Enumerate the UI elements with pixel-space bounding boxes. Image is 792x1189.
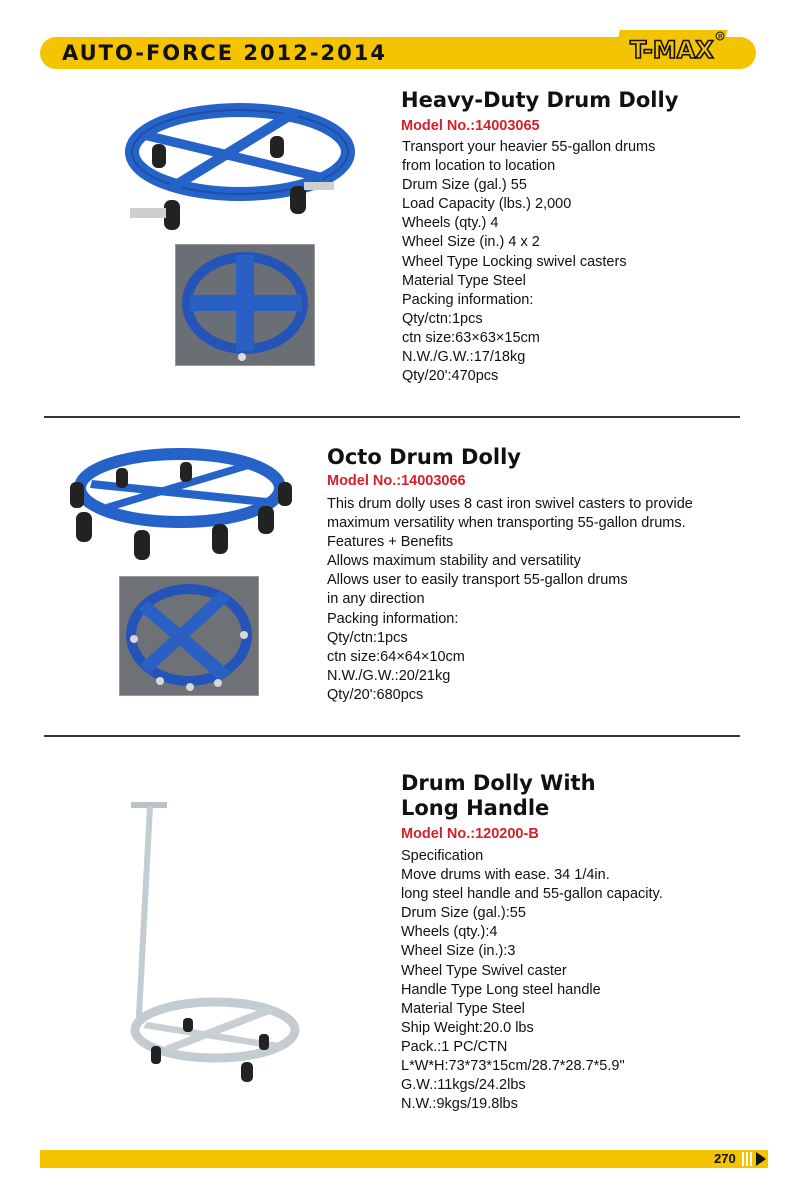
- product-3-model: Model No.:120200-B: [401, 826, 539, 842]
- spec-line: Material Type Steel: [401, 1000, 525, 1017]
- spec-line: Ship Weight:20.0 lbs: [401, 1019, 534, 1036]
- spec-line: ctn size:64×64×10cm: [327, 648, 465, 665]
- spec-line: Move drums with ease. 34 1/4in.: [401, 867, 610, 884]
- spec-line: Features + Benefits: [327, 534, 454, 551]
- product-1-specs: [402, 138, 655, 386]
- product-2-specs: [327, 495, 693, 705]
- spec-line: L*W*H:73*73*15cm/28.7*28.7*5.9": [401, 1058, 625, 1075]
- spec-line: Wheels (qty.) 4: [402, 215, 499, 232]
- spec-line: Pack.:1 PC/CTN: [401, 1038, 508, 1055]
- catalog-title: AUTO-FORCE 2012-2014: [62, 41, 387, 65]
- product-1-model: Model No.:14003065: [401, 118, 540, 134]
- spec-line: Wheels (qty.):4: [401, 924, 498, 941]
- product-1-title: Heavy-Duty Drum Dolly: [401, 88, 679, 112]
- spec-line: Drum Size (gal.):55: [401, 905, 526, 922]
- spec-line: Transport your heavier 55-gallon drums: [402, 139, 656, 155]
- spec-line: Handle Type Long steel handle: [401, 981, 601, 998]
- spec-line: Allows user to easily transport 55-gallon drums: [327, 572, 628, 589]
- page-arrow-icon: [742, 1150, 768, 1168]
- page-number: 270: [714, 1151, 736, 1166]
- product-1-photo-main: [112, 92, 362, 242]
- spec-line: Wheel Type Swivel caster: [401, 962, 567, 979]
- spec-line: Drum Size (gal.) 55: [402, 177, 527, 194]
- spec-line: N.W./G.W.:20/21kg: [327, 667, 451, 684]
- spec-line: N.W./G.W.:17/18kg: [402, 349, 526, 366]
- product-1-photo-detail: [175, 244, 315, 366]
- brand-logo: [612, 24, 728, 70]
- spec-line: maximum versatility when transporting 55-gallon drums.: [327, 515, 686, 532]
- spec-line: ctn size:63×63×15cm: [402, 329, 540, 346]
- spec-line: Qty/20':470pcs: [402, 368, 499, 385]
- spec-line: Wheel Size (in.) 4 x 2: [402, 234, 540, 251]
- product-2-photo-main: [62, 440, 300, 562]
- spec-line: Specification: [401, 848, 484, 864]
- product-2-title: Octo Drum Dolly: [327, 445, 521, 469]
- spec-line: Wheel Size (in.):3: [401, 943, 516, 960]
- product-2-model: Model No.:14003066: [327, 473, 466, 489]
- spec-line: from location to location: [402, 158, 556, 175]
- product-3-specs: [401, 847, 663, 1114]
- product-3-title-line1: Drum Dolly With: [401, 771, 596, 795]
- section-divider: [44, 735, 740, 737]
- brand-logo-text: T-MAX: [630, 36, 714, 64]
- product-3-title: [401, 771, 596, 821]
- product-2-photo-detail: [119, 576, 259, 696]
- spec-line: in any direction: [327, 591, 425, 608]
- spec-line: Material Type Steel: [402, 272, 526, 289]
- footer-bar: [40, 1150, 768, 1168]
- product-3-photo: [125, 800, 305, 1090]
- spec-line: Packing information:: [327, 610, 459, 627]
- section-divider: [44, 416, 740, 418]
- spec-line: Wheel Type Locking swivel casters: [402, 253, 627, 270]
- spec-line: Qty/ctn:1pcs: [402, 310, 483, 327]
- svg-text:R: R: [718, 33, 723, 41]
- spec-line: Load Capacity (lbs.) 2,000: [402, 196, 572, 213]
- spec-line: This drum dolly uses 8 cast iron swivel casters to provide: [327, 496, 693, 512]
- spec-line: long steel handle and 55-gallon capacity.: [401, 886, 663, 903]
- spec-line: Qty/20':680pcs: [327, 686, 424, 703]
- product-3-title-line2: Long Handle: [401, 796, 550, 820]
- spec-line: N.W.:9kgs/19.8lbs: [401, 1096, 518, 1113]
- spec-line: G.W.:11kgs/24.2lbs: [401, 1077, 526, 1094]
- spec-line: Qty/ctn:1pcs: [327, 629, 408, 646]
- spec-line: Packing information:: [402, 291, 534, 308]
- spec-line: Allows maximum stability and versatility: [327, 553, 581, 570]
